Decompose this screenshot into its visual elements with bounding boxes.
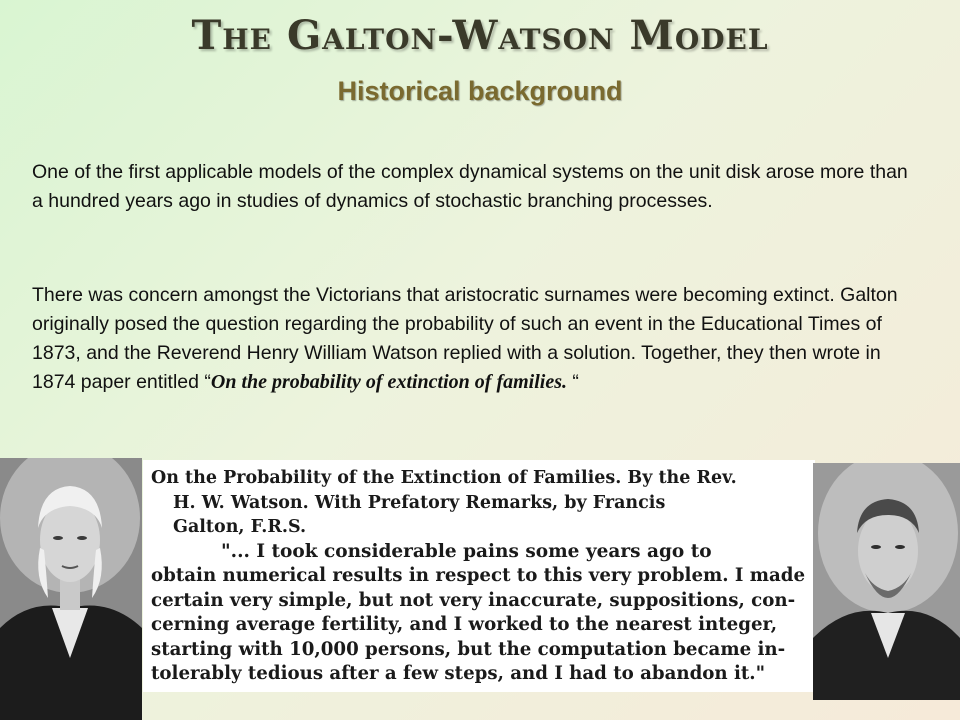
galton-portrait-drawing	[0, 458, 142, 720]
clipping-line: cerning average fertility, and I worked to the nearest integer,	[151, 614, 778, 635]
clipping-line: obtain numerical results in respect to this very problem. I made	[151, 565, 806, 586]
paper-excerpt-clipping	[143, 460, 815, 692]
clipping-line: starting with 10,000 persons, but the computation became in-	[151, 638, 786, 660]
clipping-line: Galton, F.R.S.	[173, 517, 307, 537]
closing-quote: “	[567, 371, 579, 393]
slide-title: The Galton-Watson Model	[191, 12, 769, 59]
clipping-line: H. W. Watson. With Prefatory Remarks, by Francis	[173, 492, 666, 513]
galton-portrait-image	[0, 458, 142, 720]
slide-subtitle: Historical background	[337, 76, 623, 106]
paragraph-intro: One of the first applicable models of the complex dynamical systems on the unit disk arose more than a hundred years ago in studies of dynamics of stochastic branching processes.	[32, 161, 908, 212]
clipping-line: On the Probability of the Extinction of Families. By the Rev.	[151, 468, 737, 488]
paper-title: On the probability of extinction of families.	[210, 371, 567, 393]
paragraph-history	[32, 281, 922, 397]
watson-portrait-image	[813, 463, 960, 700]
paragraph-history-text: There was concern amongst the Victorians that aristocratic surnames were becoming extinct. Galton originally posed the question regarding the probability of such an event in the Educational Times of 1873, and the Reverend Henry William Watson replied with a solution. Together, they then wrote in 1874 paper entitled “	[32, 284, 898, 393]
clipping-line: certain very simple, but not very inaccurate, suppositions, con-	[151, 589, 796, 611]
clipping-line: tolerably tedious after a few steps, and I had to abandon it."	[151, 663, 766, 684]
clipping-line: "... I took considerable pains some years ago to	[221, 540, 712, 562]
watson-portrait-drawing	[813, 463, 960, 700]
